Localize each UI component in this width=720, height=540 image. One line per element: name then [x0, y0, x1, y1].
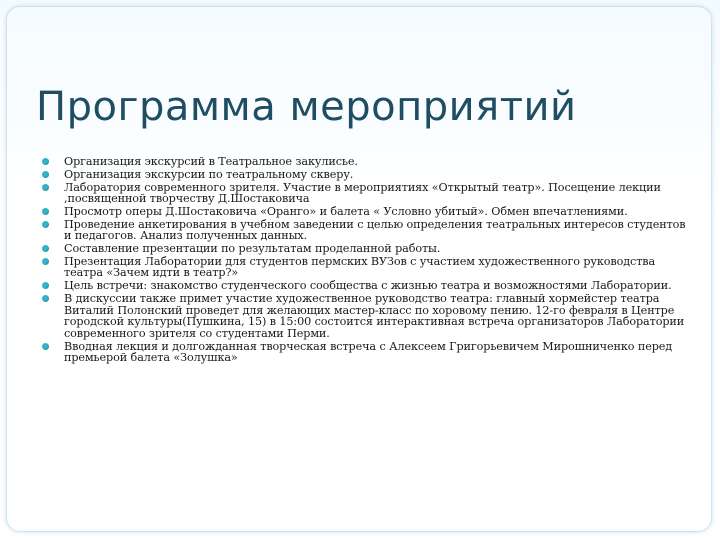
list-item-text: Проведение анкетирования в учебном заведении с целью определения театральных интересов студентов и педагогов. Анализ полученных данных. — [64, 217, 686, 243]
list-item-text: Просмотр оперы Д.Шостаковича «Оранго» и балета « Условно убитый». Обмен впечатлениями. — [64, 204, 628, 218]
list-item — [40, 341, 694, 364]
list-item — [40, 156, 694, 168]
bullet-icon — [42, 245, 49, 252]
bullet-icon — [42, 221, 49, 228]
list-item — [40, 182, 694, 205]
bullet-icon — [42, 184, 49, 191]
bullet-icon — [42, 208, 49, 215]
list-item — [40, 293, 694, 339]
list-item-text: Презентация Лаборатории для студентов пермских ВУЗов с участием художественного руководства театра «Зачем идти в театр?» — [64, 254, 656, 280]
list-item-text: В дискуссии также примет участие художественное руководство театра: главный хормейстер театра Виталий Полонский проведет для желающих мастер-класс по хоровому пению. 12-го февраля в Центре городской культуры(Пушкина, 15) в 15:00 состоится интерактивная встреча организаторов Лаборатории современного зрителя со студентами Перми. — [64, 292, 685, 340]
list-item — [40, 243, 694, 255]
list-item-text: Организация экскурсий в Театральное закулисье. — [64, 155, 358, 168]
list-item — [40, 280, 694, 292]
list-item — [40, 169, 694, 181]
list-item — [40, 206, 694, 218]
list-item — [40, 256, 694, 279]
bullet-icon — [42, 158, 49, 165]
bullet-list — [40, 156, 694, 365]
list-item-text: Лаборатория современного зрителя. Участие в мероприятиях «Открытый театр». Посещение лекции ,посвященной творчеству Д.Шостаковича — [64, 180, 661, 206]
bullet-icon — [42, 171, 49, 178]
slide-title: Программа мероприятий — [36, 84, 577, 130]
list-item — [40, 219, 694, 242]
list-item-text: Вводная лекция и долгожданная творческая встреча с Алексеем Григорьевичем Мирошниченко перед премьерой балета «Золушка» — [64, 339, 673, 365]
bullet-icon — [42, 258, 49, 265]
bullet-icon — [42, 295, 49, 302]
bullet-icon — [42, 282, 49, 289]
list-item-text: Организация экскурсии по театральному скверу. — [64, 167, 354, 181]
list-item-text: Цель встречи: знакомство студенческого сообщества с жизнью театра и возможностями Лаборатории. — [64, 279, 672, 293]
bullet-icon — [42, 343, 49, 350]
list-item-text: Составление презентации по результатам проделанной работы. — [64, 242, 441, 256]
